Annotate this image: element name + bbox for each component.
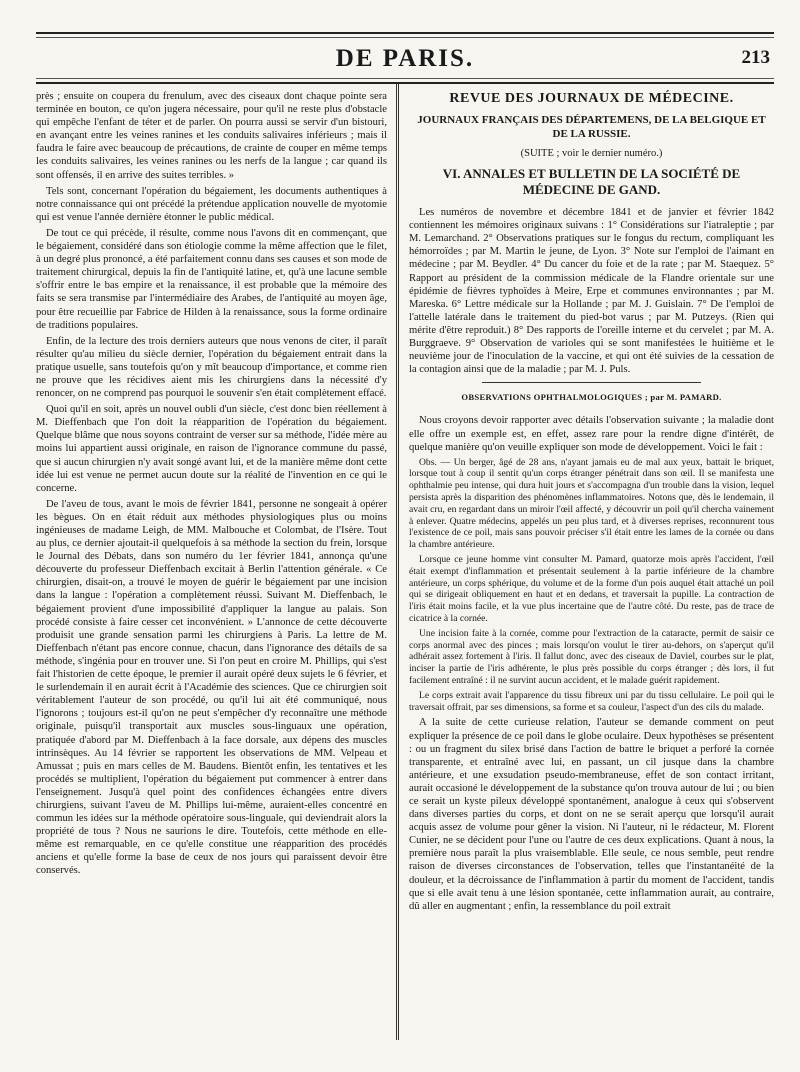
header-rule-top bbox=[36, 37, 774, 38]
observation-paragraph: Le corps extrait avait l'apparence du tissu fibreux uni par du tissu cellulaire. Le poil qui le traversait offrait, par ses dimensions, sa forme et sa couleur, l'aspect d'un des cils du malade. bbox=[409, 689, 774, 713]
paragraph: près ; ensuite on coupera du frenulum, avec des ciseaux dont chaque pointe sera terminée en bouton, ce qu'on jugera nécessaire, pour qu'il ne reste plus d'obstacle qui empêche l'enfant de téter et de parler. On pourra aussi se servir d'un bistouri, en avançant entre les veines ranines et les conduits salivaires inférieurs ; mais il faudra le faire avec beaucoup de précautions, de crainte de couper en même temps les conduits salivaires, les veines ranines ou les nerfs de la langue ; car quand ils sont offensés, il en arrive des suites terribles. » bbox=[36, 91, 387, 181]
page-title: DE PARIS. bbox=[335, 45, 475, 72]
column-divider bbox=[396, 84, 399, 1040]
newspaper-page bbox=[36, 32, 774, 1042]
paragraph: De l'aveu de tous, avant le mois de février 1841, personne ne songeait à opérer les bègues. On en était réduit aux méthodes physiologiques plus ou moins ingénieuses de madame Leigh, de MM. Malbouche et Colombat, de l'Isère. Tout au plus, ce dernier ajoutait-il quelquefois à sa méthode la section du frein, lorsque le Journal des Débats, dans son numéro du 1er février 1841, annonça qu'une découverte du professeur Dieffenbach excitait à Berlin l'attention générale. « Ce chirurgien, disait-on, a trouvé le moyen de guérir le bégaiement par une incision dans la langue : l'opération a complètement réussi. Suivant M. Dieffenbach, le bégaiement provient d'une impossibilité d'appliquer la langue au palais. Son procédé consiste à faire cesser cet inconvénient. » L'annonce de cette découverte produisit une grande sensation parmi les chirurgiens à Paris. La lettre de M. Dieffenbach n'étant pas encore connue, chacun, dans l'ignorance des détails de sa méthode, s'ingénia pour en trouver une. Si l'on peut en croire M. Phillips, qui s'est fait l'historien de cette époque, le premier il aurait opéré deux sujets le 6 février, et le surlendemain il en aurait écrit à l'Académie des sciences. Que ce chirurgien soit véritablement l'auteur de son procédé, ou qu'il lui ait été communiqué, nous l'ignorons ; toujours est-il qu'on ne peut s'empêcher d'y reconnaître une méthode originale, puisqu'il transportait aux muscles sous-linguaux une opération, pratiquée d'abord par M. Dieffenbach à la face dorsale, aux dépens des muscles intrinsèques. Au 14 février se rapportent les observations de MM. Velpeau et Amussat ; puis en mars celles de M. Baudens. Bientôt enfin, les tentatives et les procédés se multiplient, l'opération du bégaiement put commencer à entrer dans l'enseignement. Jusqu'à quel point des confidences échangées entre divers chirurgiens, suivant l'aveu de M. Phillips lui-même, auraient-elles concentré en commun les idées sur la méthode opératoire sous-linguale, qui deviendrait alors la propriété de tous ? Nous ne saurions le dire. Toutefois, cette méthode en elle-même est remarquable, en ce qu'elle constitue une réapparition des procédés anciens et qu'elle forme la base de ceux de nos jours qui paraissent devoir être conservés. bbox=[36, 498, 387, 877]
observation-paragraph: Lorsque ce jeune homme vint consulter M. Pamard, quatorze mois après l'accident, l'œil était exempt d'inflammation et présentait seulement à la partie inférieure de la chambre antérieure, un corps sphérique, du volume et de la forme d'un pois auquel était attaché un poil qui se dirigeait obliquement en haut et en dedans, et traversait la pupille. La contraction de l'iris était moins facile, et la vue plus incertaine que de l'autre côté. Du reste, pas de trace de cicatrice à la cornée. bbox=[409, 554, 774, 625]
observation-paragraph: Une incision faite à la cornée, comme pour l'extraction de la cataracte, permit de saisir ce corps anormal avec des pinces ; mais lorsqu'on voulut le tirer au-dehors, on s'aperçut qu'il adhérait assez fortement à l'iris. Il fallut donc, avec des ciseaux de Daviel, courbes sur le plat, inciser la partie de l'iris adhérente, le plus près possible du corps étranger ; dès lors, il fut facilement entraîné : il ne survint aucun accident, et le malade guérit rapidement. bbox=[409, 627, 774, 687]
section-title: REVUE DES JOURNAUX DE MÉDECINE. bbox=[449, 91, 734, 106]
section-subtitle: JOURNAUX FRANÇAIS DES DÉPARTEMENS, DE LA BELGIQUE ET DE LA RUSSIE. bbox=[417, 114, 766, 140]
page-number: 213 bbox=[741, 47, 770, 68]
right-column bbox=[409, 90, 774, 1038]
paragraph: Tels sont, concernant l'opération du bégaiement, les documents authentiques à notre connaissance qui ont précédé la prétendue application nouvelle de myotomie qui est venue l'année dernière étonner le public médical. bbox=[36, 185, 387, 223]
paragraph: Nous croyons devoir rapporter avec détails l'observation suivante ; la maladie dont elle offre un exemple est, en effet, assez rare pour la rendre digne d'intérêt, de quelque manière qu'on veuille expliquer son mode de développement. Voici le fait : bbox=[409, 415, 774, 453]
observation-paragraph: Obs. — Un berger, âgé de 28 ans, n'ayant jamais eu de mal aux yeux, battait le briquet, lorsque tout à coup il sentit qu'un corps étranger pénétrait dans son œil. Il se manifesta une ophthalmie peu intense, qui dura huit jours et s'accompagna d'un trouble dans la vision, lequel persista après la disparition des phénomènes inflammatoires. Notons que, dès le lendemain, il avait cru, en regardant dans un miroir l'œil affecté, y découvrir un poil qu'il chercha vainement à enlever. Quatre médecins, appelés un peu plus tard, et à diverses reprises, reconnurent tous l'existence de ce poil, mais sans pouvoir préciser s'il était entre les lames de la cornée ou dans la chambre antérieure. bbox=[409, 456, 774, 551]
paragraph: De tout ce qui précède, il résulte, comme nous l'avons dit en commençant, que le bégaiement, considéré dans son étiologie comme la même affection que le filet, à un degré plus prononcé, a été parfaitement connu dans ses causes et son mode de traitement chirurgical, depuis la fin de l'antiquité latine, et, qu'à une lacune semble s'offrir entre le bas empire et la renaissance, il est probable que la mémoire des faits se sera transmise par l'intermédiaire des Arabes, de l'antiquité au moyen âge, pour être recueillie par Fabrice de Hilden à la renaissance, sous la forme ordinaire de traditions populaires. bbox=[36, 227, 387, 331]
separator-rule bbox=[482, 382, 701, 383]
header-rule-bottom bbox=[36, 78, 774, 79]
section-note: (SUITE ; voir le dernier numéro.) bbox=[520, 148, 663, 159]
page-header bbox=[36, 32, 774, 84]
paragraph: Quoi qu'il en soit, après un nouvel oubli d'un siècle, c'est donc bien réellement à M. Dieffenbach que l'on doit la réapparition de l'opération du bégaiement. Quelque blâme que nous soyons contraint de verser sur sa méthode, l'idée mère au moins lui appartient aussi originale, en raison de l'ignorance commune du passé, que si aucun chirurgien n'y avait songé avant lui, et de la manière même dont cette idée lui est venue ne permet aucun doute sur la réalité de l'invention en ce qui le concerne. bbox=[36, 404, 387, 494]
paragraph: Enfin, de la lecture des trois derniers auteurs que nous venons de citer, il paraît résulter qu'au milieu du siècle dernier, l'opération du bégaiement entrait dans la pratique usuelle, sans toutefois qu'on y mît beaucoup d'importance, et comme rien ne prouve que les récidives aient mis les chirurgiens dans la nécessité d'y renoncer, on ne comprend pas pourquoi le souvenir s'en était complètement effacé. bbox=[36, 335, 387, 400]
observations-title: OBSERVATIONS OPHTHALMOLOGIQUES ; par M. PAMARD. bbox=[461, 392, 722, 403]
paragraph: A la suite de cette curieuse relation, l'auteur se demande comment on peut expliquer la présence de ce poil dans le globe oculaire. Deux hypothèses se présentent : ou un fragment du silex brisé dans l'action de battre le briquet a perforé la cornée transparente, et entraîné avec lui, en passant, un cil jusque dans la chambre antérieure, et une exsudation pseudo-membraneuse, effet de son contact irritant, aurait occasioné le développement de la substance qu'on trouva autour de lui ; ou bien ce serait un kyste pileux développé spontanément, analogue à ceux qui s'observent dans diverses parties du corps, et dont on ne se serait aperçu que lorsqu'il aurait acquis assez de volume pour gêner la vision. Ni l'auteur, ni le rédacteur, M. Florent Cunier, ne se décident pour l'une ou l'autre de ces deux explications. Quant à nous, la première nous paraît la plus vraisemblable. Elle seule, ce nous semble, peut rendre raison de diverses circonstances de l'observation, telles que l'instantanéité de la douleur, et la décroissance de l'inflammation à partir du moment de l'accident, tandis que si elle avait tenu à une lésion spontanée, cette inflammation aurait, au contraire, dû aller en augmentant ; enfin, la ressemblance du poil extrait bbox=[409, 717, 774, 912]
article-heading: VI. ANNALES ET BULLETIN DE LA SOCIÉTÉ DE MÉDECINE DE GAND. bbox=[442, 166, 741, 198]
left-column bbox=[36, 90, 387, 1038]
intro-paragraph: Les numéros de novembre et décembre 1841 et de janvier et février 1842 contiennent les mémoires originaux suivans : 1° Considérations sur l'iatraleptie ; par M. Lemarchand. 2° Observations pratiques sur le fongus du rectum, compliquant les hémorroïdes ; par M. Martin le jeune, de Lyon. 3° Note sur l'emploi de l'aimant en médecine ; par M. Beydler. 4° Du cancer du foie et de la rate ; par M. Staequez. 5° Rapport au président de la commission médicale de la Flandre orientale sur une épidémie de fièvres typhoïdes à Meire, Erpe et communes environnantes ; par M. Mareska. 6° Lettre médicale sur la Hollande ; par M. J. Guislain. 7° De l'emploi de l'attelle latérale dans le traitement du pied-bot varus ; par M. Putzeys. (Rien qui mérite d'être reproduit.) 8° Des rapports de l'oreille interne et du cervelet ; par M. A. Burggraeve. 9° Observation de varioles qui se sont manifestées le huitième et le neuvième jour de l'inoculation de la vaccine, et qui ont été suivies de la cessation de la contagion ainsi que de la maladie ; par M. J. Puls. bbox=[409, 207, 774, 376]
